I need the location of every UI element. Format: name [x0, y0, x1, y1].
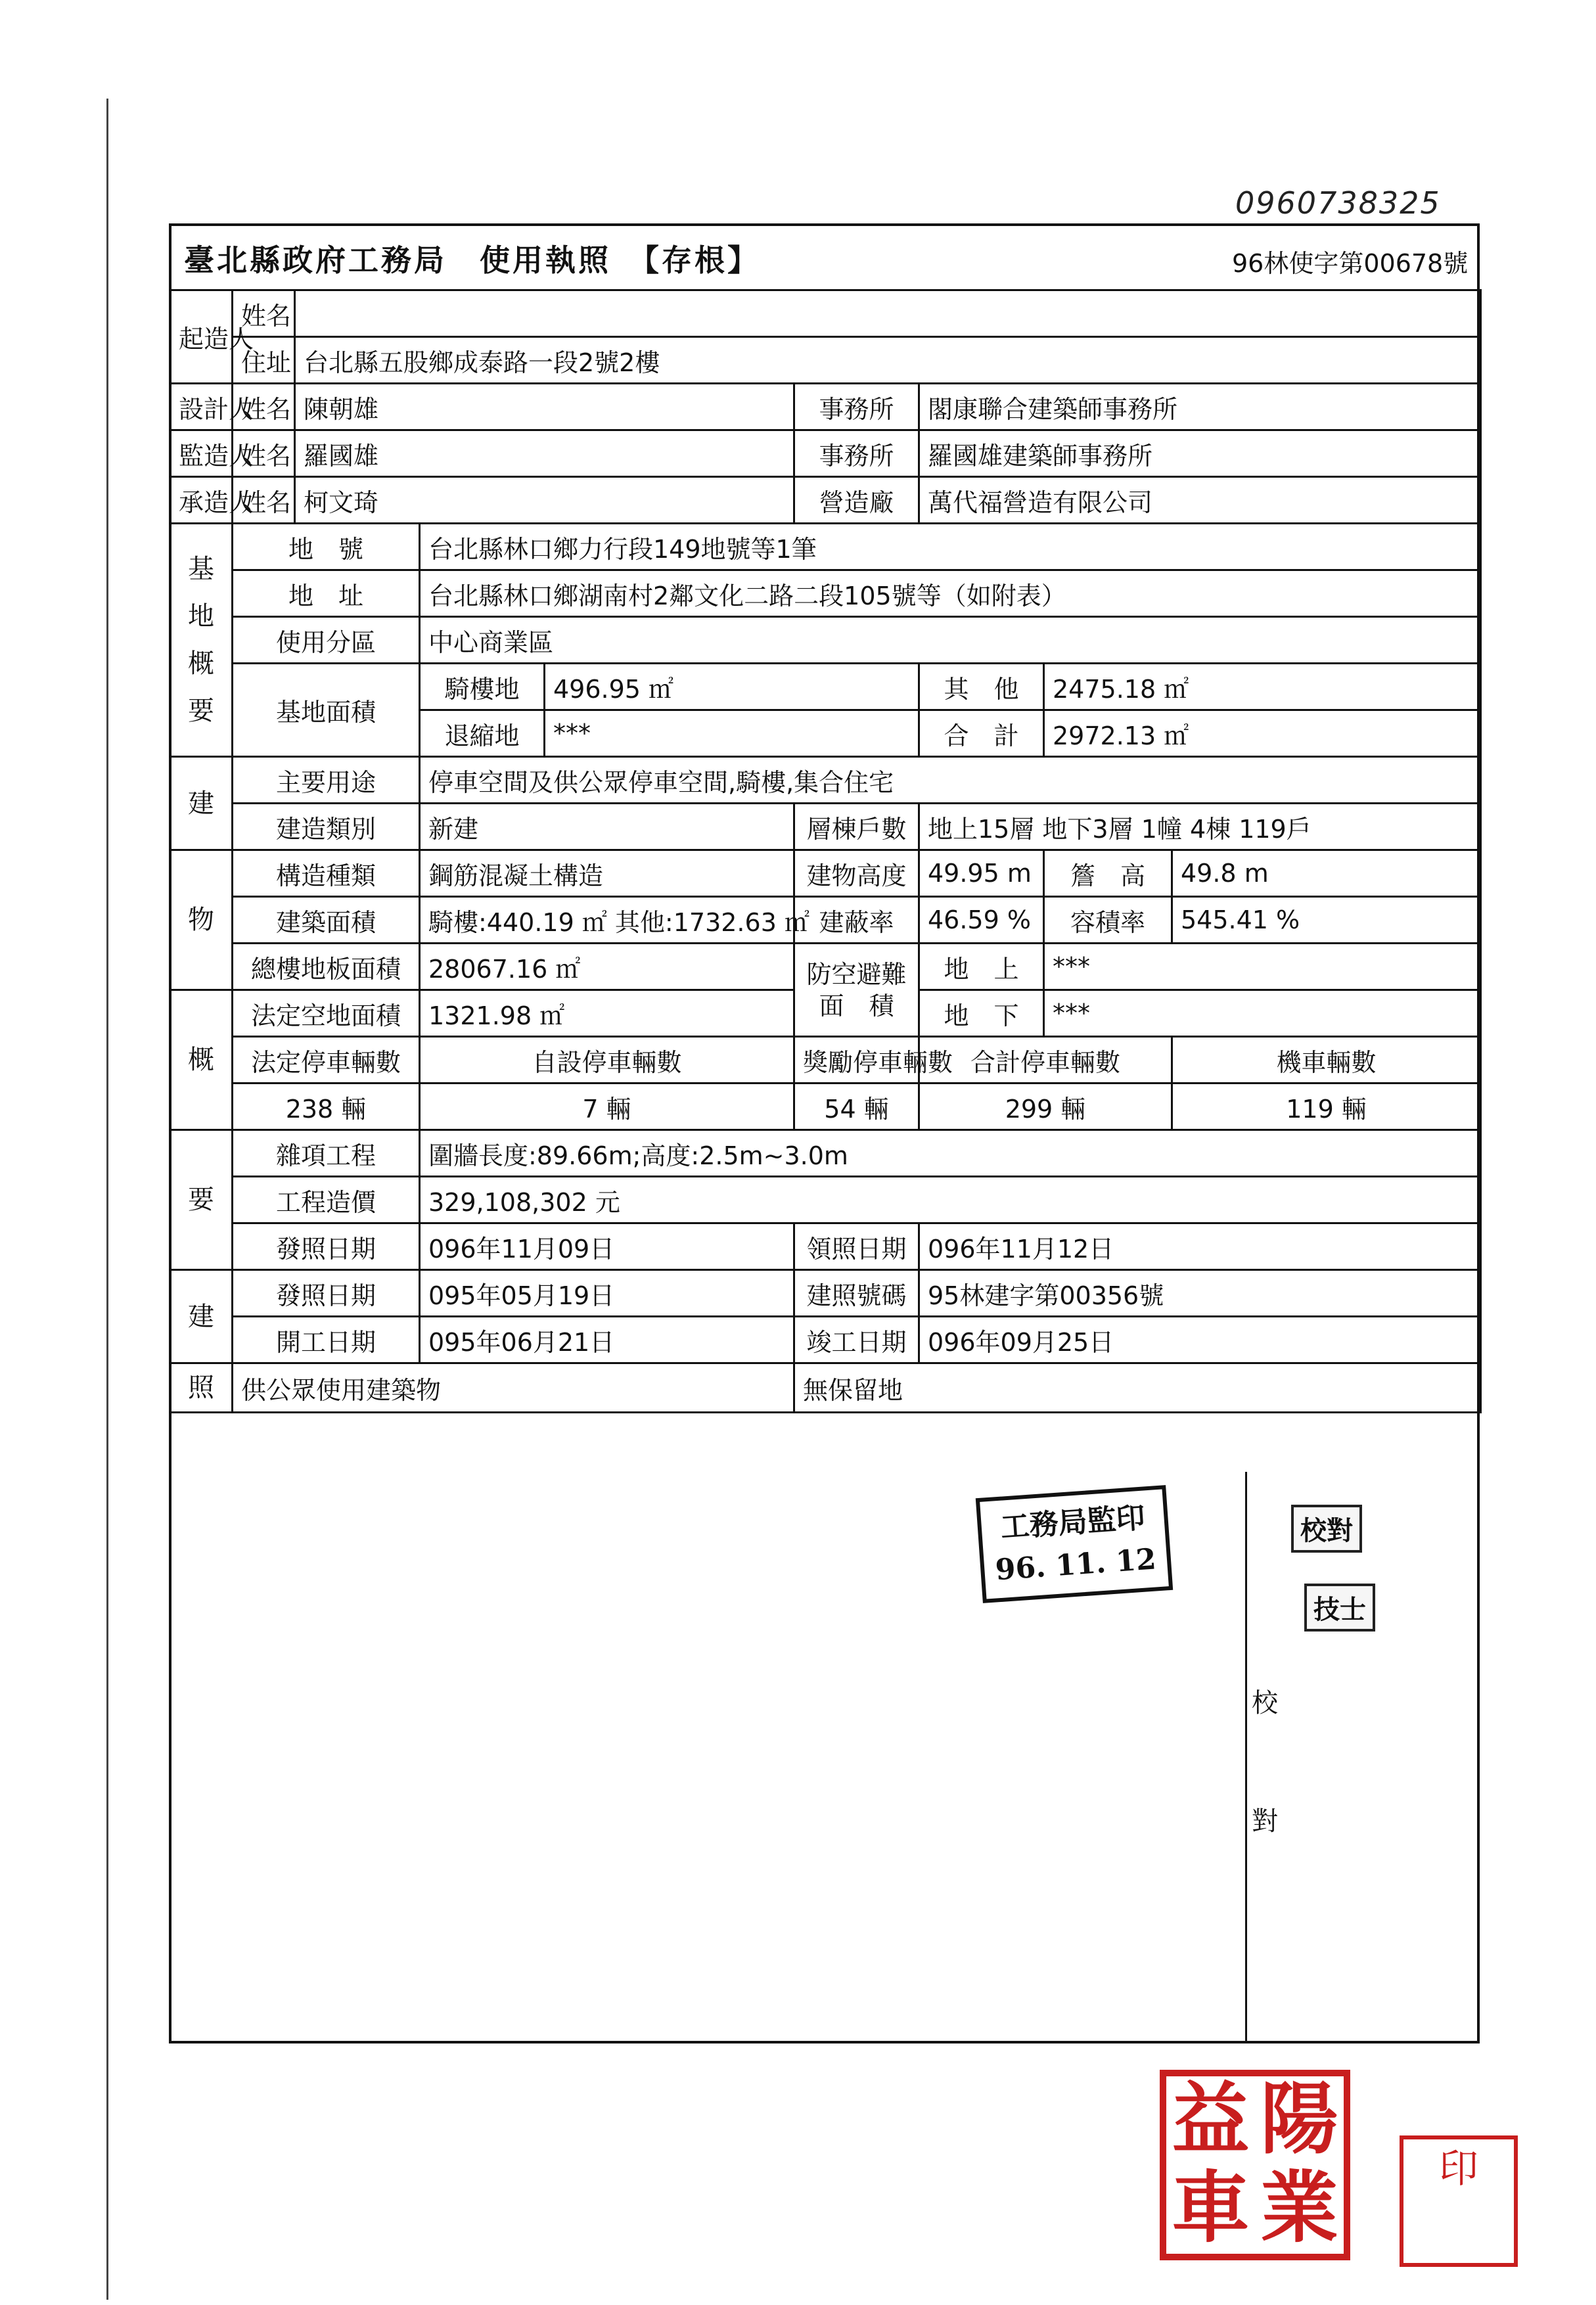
- receive-label: 領照日期: [794, 1223, 919, 1270]
- check-label-2: 對: [1252, 1806, 1278, 1837]
- building-section-top: 建: [170, 757, 233, 850]
- seal-char-2: 陽: [1260, 2073, 1338, 2164]
- office-seal-stamp: [976, 1485, 1173, 1603]
- seal-char-1: 益: [1172, 2073, 1250, 2164]
- use-label: 主要用途: [233, 757, 420, 804]
- arcade-area: 496.95 ㎡: [545, 664, 919, 710]
- issue-date: 096年11月09日: [420, 1223, 794, 1270]
- coverage-ratio: 46.59 %: [919, 897, 1044, 944]
- builder-name-label: 姓名: [233, 290, 295, 337]
- site-area-row-1: [170, 664, 1481, 710]
- permit-issue-row: [170, 1270, 1481, 1317]
- misc-works: 圍牆長度:89.66m;高度:2.5m~3.0m: [420, 1130, 1481, 1177]
- finish-label: 竣工日期: [794, 1317, 919, 1363]
- other-label: 其 他: [919, 664, 1044, 710]
- designer-name-label: 姓名: [233, 384, 295, 430]
- left-margin-line: [106, 99, 108, 2300]
- permit-start-row: [170, 1317, 1481, 1363]
- parking-header-own: 自設停車輛數: [420, 1037, 794, 1084]
- supervisor-row: [170, 430, 1481, 477]
- permit-public-row: [170, 1363, 1481, 1413]
- issue-row: [170, 1223, 1481, 1270]
- cost-label: 工程造價: [233, 1177, 420, 1223]
- shelter-label: 防空避難面 積: [794, 944, 919, 1037]
- builder-name: [295, 290, 1481, 337]
- issue-label: 發照日期: [233, 1223, 420, 1270]
- site-area-label: 基地面積: [233, 664, 420, 757]
- total-floor-area: 28067.16 ㎡: [420, 944, 794, 990]
- public-building-label: 供公眾使用建築物: [233, 1363, 794, 1413]
- building-section-low: 概: [170, 990, 233, 1130]
- site-zone-row: [170, 617, 1481, 664]
- floor-area-ratio: 545.41 %: [1172, 897, 1481, 944]
- office-seal-date: 96. 11. 12: [994, 1542, 1158, 1587]
- site-lot: 台北縣林口鄉力行段149地號等1筆: [420, 524, 1481, 570]
- contractor-office-label: 營造廠: [794, 477, 919, 524]
- building-use-row: [170, 757, 1481, 804]
- build-area-label: 建築面積: [233, 897, 420, 944]
- supervisor-section: 監造人: [170, 430, 233, 477]
- site-address: 台北縣林口鄉湖南村2鄰文化二路二段105號等（如附表）: [420, 570, 1481, 617]
- site-zone-label: 使用分區: [233, 617, 420, 664]
- other-area: 2475.18 ㎡: [1044, 664, 1481, 710]
- building-section-mid: 物: [170, 850, 233, 990]
- building-type-row: [170, 804, 1481, 850]
- struct-label: 構造種類: [233, 850, 420, 897]
- contractor-office: 萬代福營造有限公司: [919, 477, 1481, 524]
- start-label: 開工日期: [233, 1317, 420, 1363]
- building-section-bottom: 要: [170, 1130, 233, 1270]
- parking-own: 7 輛: [420, 1084, 794, 1130]
- designer-name: 陳朝雄: [295, 384, 794, 430]
- setback-label: 退縮地: [420, 710, 545, 757]
- handwritten-serial: 0960738325: [1235, 185, 1441, 221]
- total-area: 2972.13 ㎡: [1044, 710, 1481, 757]
- building-struct-row: [170, 850, 1481, 897]
- permit-number: 95林建字第00356號: [919, 1270, 1481, 1317]
- floor-area-label: 總樓地板面積: [233, 944, 420, 990]
- cost-row: [170, 1177, 1481, 1223]
- parking-header-legal: 法定停車輛數: [233, 1037, 420, 1084]
- building-height: 49.95 m: [919, 850, 1044, 897]
- parking-bonus: 54 輛: [794, 1084, 919, 1130]
- check-column-divider: [1245, 1472, 1247, 2043]
- site-lot-label: 地 號: [233, 524, 420, 570]
- parking-value-row: [170, 1084, 1481, 1130]
- contractor-row: [170, 477, 1481, 524]
- site-addr-row: [170, 570, 1481, 617]
- document-title: 臺北縣政府工務局 使用執照 【存根】: [184, 242, 760, 278]
- technician-stamp: 技士: [1304, 1584, 1375, 1632]
- contractor-name: 柯文琦: [295, 477, 794, 524]
- misc-label: 雜項工程: [233, 1130, 420, 1177]
- parking-header-row: [170, 1037, 1481, 1084]
- supervisor-name: 羅國雄: [295, 430, 794, 477]
- builder-address: 台北縣五股鄉成泰路一段2號2樓: [295, 337, 1481, 384]
- floors-units: 地上15層 地下3層 1幢 4棟 119戶: [919, 804, 1481, 850]
- open-space-label: 法定空地面積: [233, 990, 420, 1037]
- far-label: 容積率: [1044, 897, 1172, 944]
- construction-cost: 329,108,302 元: [420, 1177, 1481, 1223]
- parking-header-total: 合計停車輛數: [919, 1037, 1172, 1084]
- parking-legal: 238 輛: [233, 1084, 420, 1130]
- above-label: 地 上: [919, 944, 1044, 990]
- main-use: 停車空間及供公眾停車空間,騎樓,集合住宅: [420, 757, 1481, 804]
- parking-header-bonus: 獎勵停車輛數: [794, 1037, 919, 1084]
- height-label: 建物高度: [794, 850, 919, 897]
- misc-row: [170, 1130, 1481, 1177]
- building-area-row: [170, 897, 1481, 944]
- contractor-name-label: 姓名: [233, 477, 295, 524]
- permit-issue-label: 發照日期: [233, 1270, 420, 1317]
- site-lot-row: [170, 524, 1481, 570]
- open-space-area: 1321.98 ㎡: [420, 990, 794, 1037]
- seal-char-3: 車: [1172, 2162, 1250, 2253]
- permit-section-top: 建: [170, 1270, 233, 1363]
- parking-motorcycle: 119 輛: [1172, 1084, 1481, 1130]
- site-section: 基地概要: [170, 524, 233, 757]
- builder-address-row: [170, 337, 1481, 384]
- shelter-above: ***: [1044, 944, 1481, 990]
- designer-office: 閣康聯合建築師事務所: [919, 384, 1481, 430]
- floor-area-row: [170, 944, 1481, 990]
- below-label: 地 下: [919, 990, 1044, 1037]
- license-table: [169, 289, 1482, 1413]
- total-label: 合 計: [919, 710, 1044, 757]
- builder-row: [170, 290, 1481, 337]
- receive-date: 096年11月12日: [919, 1223, 1481, 1270]
- permit-issue-date: 095年05月19日: [420, 1270, 794, 1317]
- permit-no-label: 建照號碼: [794, 1270, 919, 1317]
- supervisor-office: 羅國雄建築師事務所: [919, 430, 1481, 477]
- seal-char-4: 業: [1260, 2162, 1338, 2253]
- office-seal-title: 工務局監印: [999, 1501, 1147, 1545]
- builder-addr-label: 住址: [233, 337, 295, 384]
- designer-row: [170, 384, 1481, 430]
- site-zone: 中心商業區: [420, 617, 1481, 664]
- floors-label: 層棟戶數: [794, 804, 919, 850]
- arcade-label: 騎樓地: [420, 664, 545, 710]
- designer-office-label: 事務所: [794, 384, 919, 430]
- checker-stamp: 校對: [1291, 1505, 1362, 1553]
- builder-section: 起造人: [170, 290, 233, 384]
- build-area: 騎樓:440.19 ㎡ 其他:1732.63 ㎡: [420, 897, 794, 944]
- coverage-label: 建蔽率: [794, 897, 919, 944]
- company-red-seal: [1160, 2070, 1350, 2260]
- permit-section-bottom: 照: [170, 1363, 233, 1413]
- eave-height: 49.8 m: [1172, 850, 1481, 897]
- build-type: 新建: [420, 804, 794, 850]
- site-addr-label: 地 址: [233, 570, 420, 617]
- personal-red-seal: 印: [1400, 2135, 1518, 2267]
- contractor-section: 承造人: [170, 477, 233, 524]
- license-number: 96林使字第00678號: [1232, 249, 1469, 278]
- check-label-1: 校: [1252, 1688, 1278, 1718]
- reserve-label: 無保留地: [794, 1363, 1481, 1413]
- designer-section: 設計人: [170, 384, 233, 430]
- parking-header-motorcycle: 機車輛數: [1172, 1037, 1481, 1084]
- supervisor-office-label: 事務所: [794, 430, 919, 477]
- start-date: 095年06月21日: [420, 1317, 794, 1363]
- type-label: 建造類別: [233, 804, 420, 850]
- setback-area: ***: [545, 710, 919, 757]
- parking-total: 299 輛: [919, 1084, 1172, 1130]
- finish-date: 096年09月25日: [919, 1317, 1481, 1363]
- eave-label: 簷 高: [1044, 850, 1172, 897]
- structure-type: 鋼筋混凝土構造: [420, 850, 794, 897]
- supervisor-name-label: 姓名: [233, 430, 295, 477]
- shelter-below: ***: [1044, 990, 1481, 1037]
